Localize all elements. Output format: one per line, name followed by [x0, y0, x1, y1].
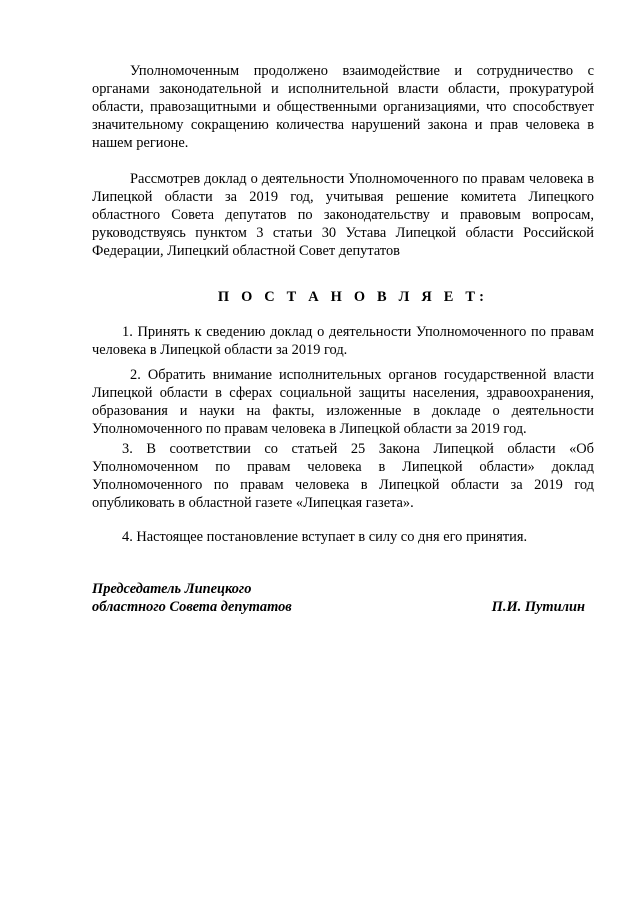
signature-title-line-1: Председатель Липецкого	[92, 581, 252, 597]
resolution-item-1: 1. Принять к сведению доклад о деятельности Уполномоченного по правам человека в Липецкой области за 2019 год.	[92, 324, 594, 358]
signature-title-line-2: областного Совета депутатов	[92, 599, 292, 615]
signature-name: П.И. Путилин	[491, 599, 585, 615]
resolution-item-4: 4. Настоящее постановление вступает в силу со дня его принятия.	[122, 529, 528, 545]
paragraph-preamble: Рассмотрев доклад о деятельности Уполномоченного по правам человека в Липецкой области за 2019 год, учитывая решение комитета Липецкого областного Совета депутатов по законодательству и правовым вопросам, руководствуясь пунктом 3 статьи 30 Устава Липецкой области Российской Федерации, Липецкий областной Совет депутатов	[92, 171, 594, 259]
resolution-heading: П О С Т А Н О В Л Я Е Т:	[217, 289, 489, 305]
paragraph-cooperation: Уполномоченным продолжено взаимодействие и сотрудничество с органами законодательной и исполнительной власти области, прокуратурой области, правозащитными и общественными организациями, что способствует значительному сокращению количества нарушений закона и прав человека в нашем регионе.	[92, 63, 594, 151]
resolution-item-3: 3. В соответствии со статьей 25 Закона Липецкой области «Об Уполномоченном по правам человека в Липецкой области» доклад Уполномоченного по правам человека в Липецкой области за 2019 год опубликовать в областной газете «Липецкая газета».	[92, 441, 594, 511]
document-page	[92, 62, 594, 616]
resolution-item-2: 2. Обратить внимание исполнительных органов государственной власти Липецкой области в сферах социальной защиты населения, здравоохранения, образования и науки на факты, изложенные в докладе о деятельности Уполномоченного по правам человека в Липецкой области за 2019 год.	[92, 367, 594, 437]
signature-block	[92, 580, 585, 616]
